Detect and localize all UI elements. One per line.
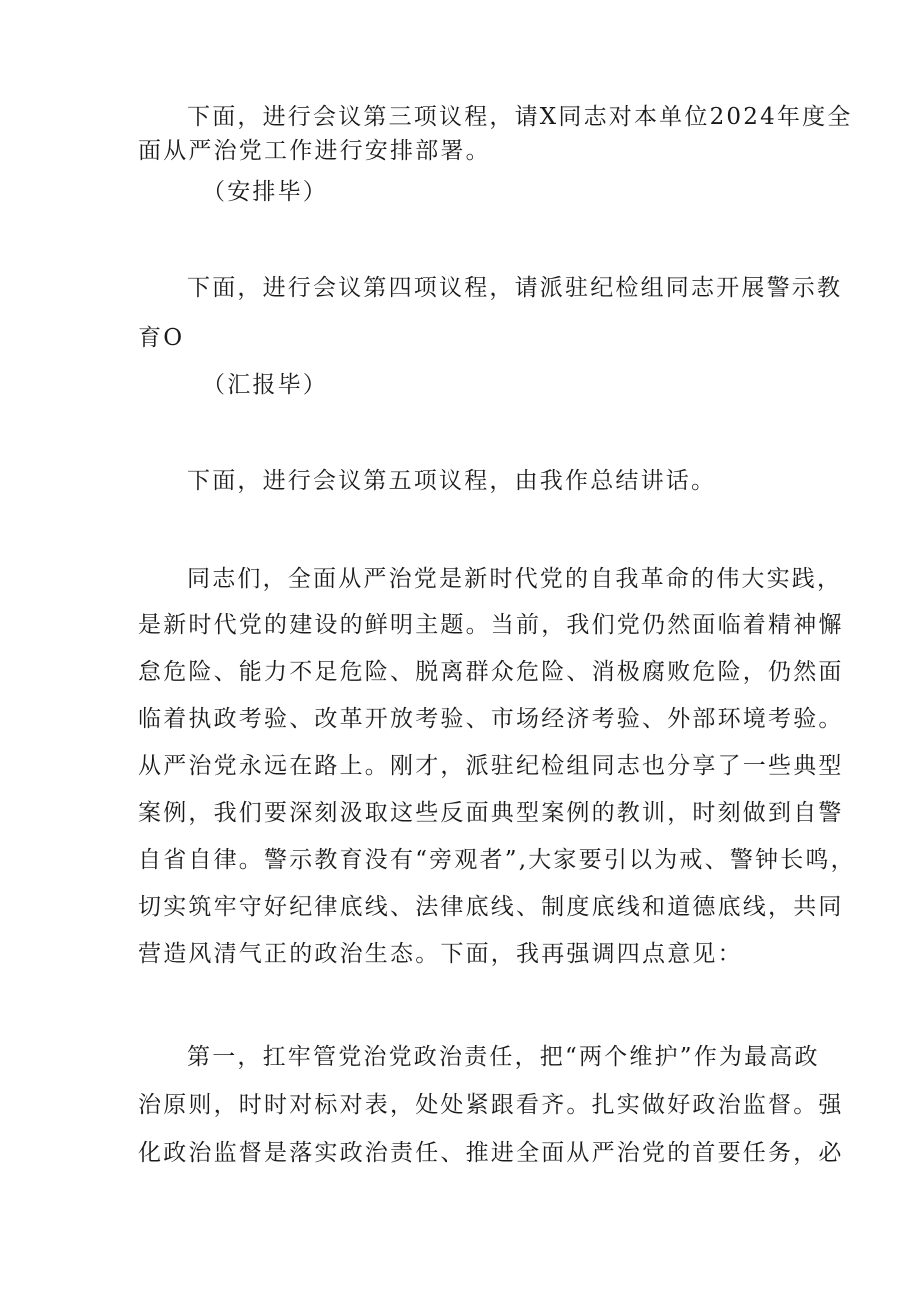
paragraph-6-line-3: 怠危险、能力不足危险、脱离群众危险、消极腐败危险，仍然面 (138, 659, 844, 685)
paragraph-2-line-1: （安排毕） (202, 179, 328, 205)
paragraph-6-line-1: 同志们，全面从严治党是新时代党的自我革命的伟大实践， (187, 566, 843, 592)
paragraph-6-line-9: 营造风清气正的政治生态。下面，我再强调四点意见： (138, 941, 743, 967)
paragraph-6-line-6: 案例，我们要深刻汲取这些反面典型案例的教训，时刻做到自警 (138, 800, 844, 826)
paragraph-7-line-2: 治原则，时时对标对表，处处紧跟看齐。扎实做好政治监督。强 (138, 1092, 844, 1118)
paragraph-6-line-2: 是新时代党的建设的鲜明主题。当前，我们党仍然面临着精神懈 (138, 612, 844, 638)
paragraph-3-line-2: 育O (138, 325, 185, 351)
paragraph-3-line-1: 下面，进行会议第四项议程，请派驻纪检组同志开展警示教 (187, 275, 843, 301)
paragraph-7-line-1: 第一，扛牢管党治党政治责任，把“两个维护”作为最高政 (187, 1044, 820, 1070)
paragraph-1-line-1: 下面，进行会议第三项议程，请X同志对本单位2024年度全 (187, 104, 853, 130)
paragraph-6-line-7: 自省自律。警示教育没有“旁观者”,大家要引以为戒、警钟长鸣， (138, 847, 856, 873)
paragraph-6-line-8: 切实筑牢守好纪律底线、法律底线、制度底线和道德底线，共同 (138, 894, 844, 920)
paragraph-1-line-2: 面从严治党工作进行安排部署。 (138, 138, 491, 164)
paragraph-5-line-1: 下面，进行会议第五项议程，由我作总结讲话。 (187, 468, 717, 494)
paragraph-7-line-3: 化政治监督是落实政治责任、推进全面从严治党的首要任务，必 (138, 1140, 844, 1166)
paragraph-6-line-5: 从严治党永远在路上。刚才，派驻纪检组同志也分享了一些典型 (138, 753, 844, 779)
paragraph-6-line-4: 临着执政考验、改革开放考验、市场经济考验、外部环境考验。 (138, 706, 844, 732)
paragraph-4-line-1: （汇报毕） (202, 372, 328, 398)
